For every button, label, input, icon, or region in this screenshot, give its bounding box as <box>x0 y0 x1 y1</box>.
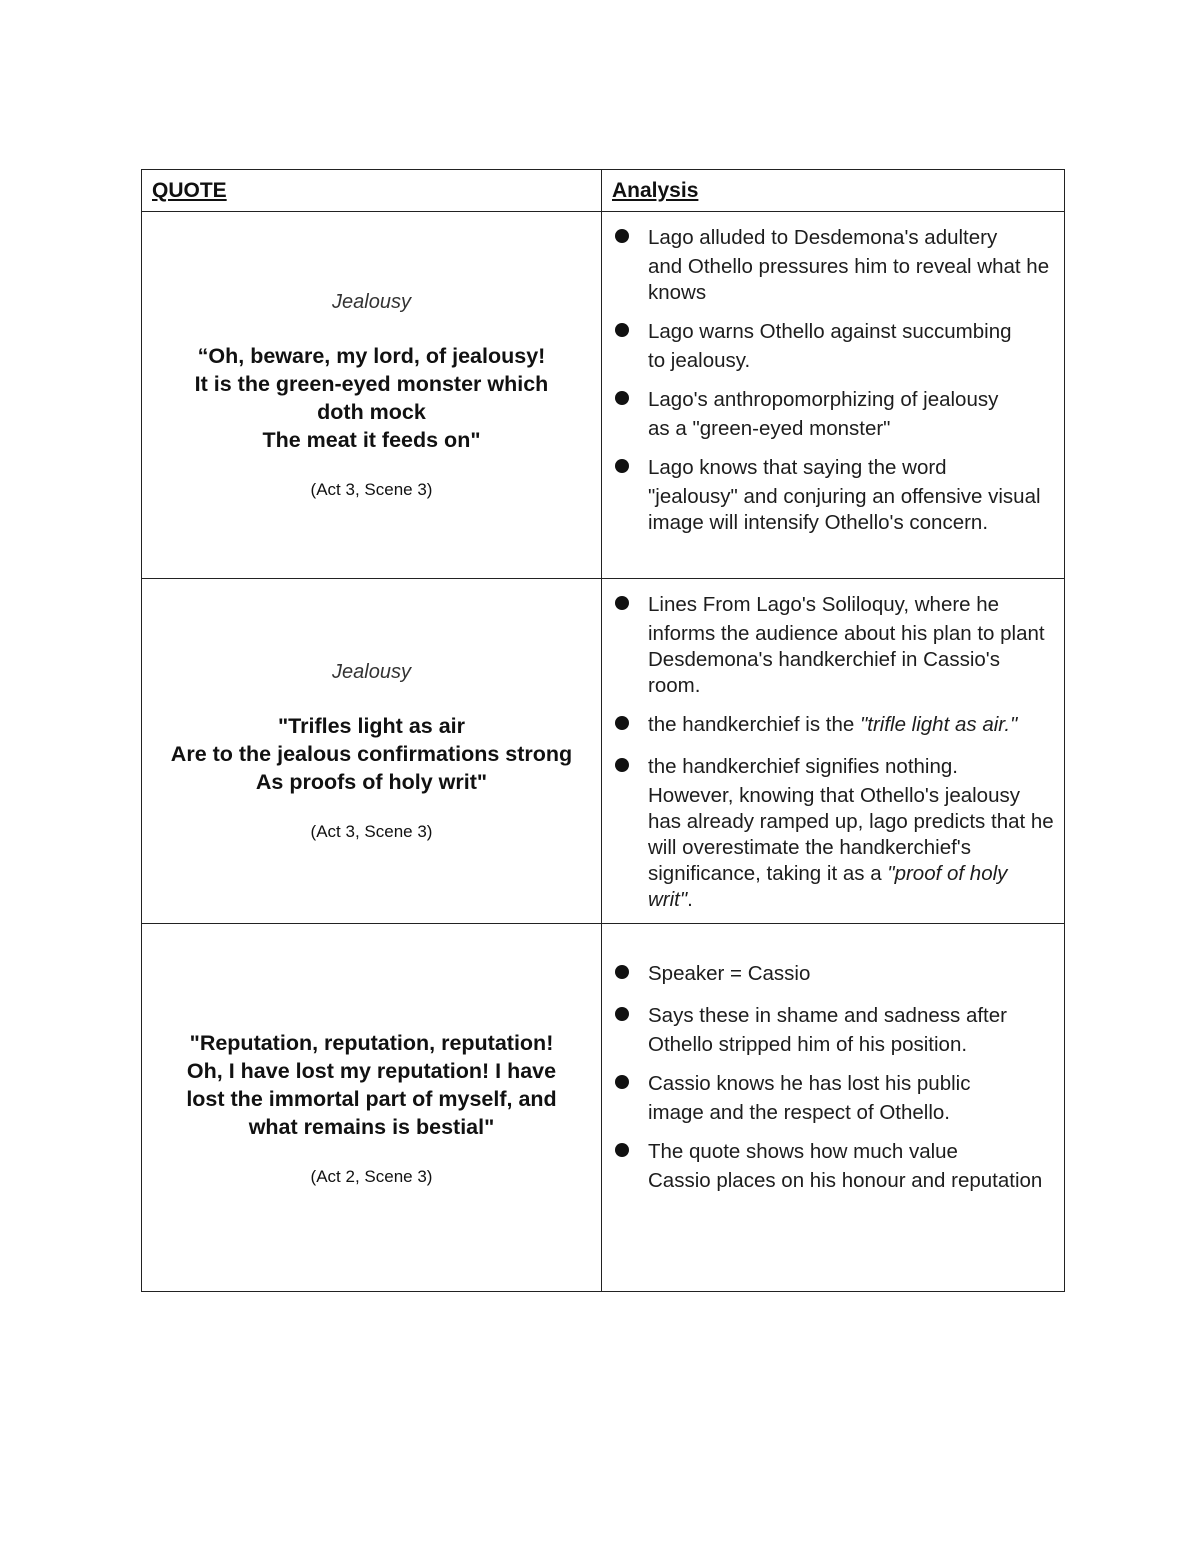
list-item: Says these in shame and sadness after Othello stripped him of his position. <box>612 1000 1054 1058</box>
citation: (Act 2, Scene 3) <box>310 1166 433 1186</box>
bullet-icon <box>615 459 629 473</box>
analysis-list <box>612 958 1054 1194</box>
theme-label: Jealousy <box>332 660 411 683</box>
citation: (Act 3, Scene 3) <box>310 479 433 499</box>
bullet-icon <box>615 229 629 243</box>
analysis-list <box>612 589 1054 913</box>
quote-text: “Oh, beware, my lord, of jealousy! It is the green-eyed monster which doth mock The meat it feeds on" <box>194 343 549 452</box>
quote-text: "Reputation, reputation, reputation! Oh, I have lost my reputation! I have lost the immortal part of myself, and what remains is bestial" <box>186 1030 557 1139</box>
list-item: Lago knows that saying the word "jealousy" and conjuring an offensive visual image will intensify Othello's concern. <box>612 452 1054 536</box>
citation: (Act 3, Scene 3) <box>310 821 433 841</box>
quote-cell <box>142 212 602 579</box>
header-quote: QUOTE <box>142 170 602 212</box>
list-item: Lago warns Othello against succumbing to jealousy. <box>612 316 1054 374</box>
bullet-icon <box>615 1007 629 1021</box>
list-item: the handkerchief signifies nothing. However, knowing that Othello's jealousy has already ramped up, lago predicts that he will overestimate the handkerchief's significance, taking it as a "proof of holy writ". <box>612 751 1054 913</box>
bullet-icon <box>615 1075 629 1089</box>
bullet-icon <box>615 716 629 730</box>
bullet-icon <box>615 758 629 772</box>
list-item: The quote shows how much value Cassio places on his honour and reputation <box>612 1136 1054 1194</box>
bullet-icon <box>615 1143 629 1157</box>
quote-text: "Trifles light as air Are to the jealous confirmations strong As proofs of holy writ" <box>170 713 573 794</box>
quote-analysis-table <box>141 169 1065 1292</box>
analysis-cell <box>602 579 1065 924</box>
bullet-icon <box>615 596 629 610</box>
table-row <box>142 579 1065 924</box>
list-item: the handkerchief is the "trifle light as air." <box>612 709 1054 741</box>
quote-cell <box>142 579 602 924</box>
bullet-icon <box>615 391 629 405</box>
theme-label: Jealousy <box>332 290 411 313</box>
list-item: Speaker = Cassio <box>612 958 1054 990</box>
bullet-icon <box>615 323 629 337</box>
list-item: Lago's anthropomorphizing of jealousy as a "green-eyed monster" <box>612 384 1054 442</box>
list-item: Lines From Lago's Soliloquy, where he informs the audience about his plan to plant Desdemona's handkerchief in Cassio's room. <box>612 589 1054 699</box>
table-row <box>142 924 1065 1292</box>
analysis-cell <box>602 924 1065 1292</box>
header-analysis: Analysis <box>602 170 1065 212</box>
table-header-row <box>142 170 1065 212</box>
table-row <box>142 212 1065 579</box>
analysis-list <box>612 222 1054 536</box>
quote-cell <box>142 924 602 1292</box>
list-item: Lago alluded to Desdemona's adultery and Othello pressures him to reveal what he knows <box>612 222 1054 306</box>
analysis-cell <box>602 212 1065 579</box>
list-item: Cassio knows he has lost his public image and the respect of Othello. <box>612 1068 1054 1126</box>
bullet-icon <box>615 965 629 979</box>
